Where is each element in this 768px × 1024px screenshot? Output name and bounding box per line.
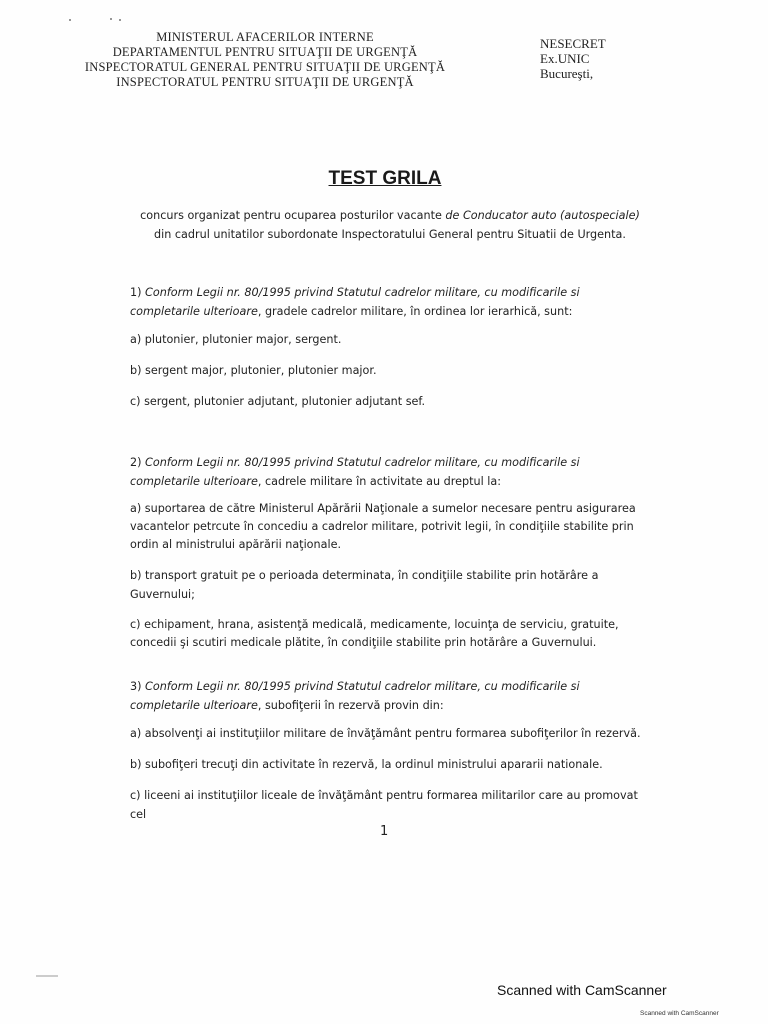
answer-option-c: c) sergent, plutonier adjutant, plutonier adjutant sef. bbox=[130, 395, 426, 408]
question-source: Conform Legii nr. 80/1995 privind Statutul cadrelor militare, cu modificarile si completarile ulterioare bbox=[130, 680, 580, 712]
question-text: , cadrele militare în activitate au dreptul la: bbox=[257, 475, 501, 488]
answer-option-c: c) echipament, hrana, asistenţă medicală, medicamente, locuinţa de serviciu, gratuite, concedii şi scutiri medicale plătite, în condiţiile stabilite prin hotărâre a Guvernului. bbox=[130, 618, 619, 649]
answer-option-a: a) plutonier, plutonier major, sergent. bbox=[130, 333, 342, 346]
classification-level: NESECRET bbox=[540, 36, 606, 51]
scan-speck bbox=[119, 19, 121, 21]
answer-option-a: a) suportarea de către Ministerul Apărării Naţionale a sumelor necesare pentru asigurarea vacantelor petrcute în concediu a cadrelor militare, potrivit legii, în condiţiile stabilite prin ordin al ministrului apărării naţionale. bbox=[130, 502, 636, 551]
question-1 bbox=[130, 283, 650, 423]
intro-text-2: din cadrul unitatilor subordonate Inspectoratului General pentru Situatii de Urgenta. bbox=[154, 228, 626, 241]
question-source: Conform Legii nr. 80/1995 privind Statutul cadrelor militare, cu modificarile si completarile ulterioare bbox=[130, 456, 580, 488]
intro-position: de Conducator auto (autospeciale) bbox=[445, 209, 640, 222]
question-stem bbox=[130, 677, 650, 715]
scan-speck bbox=[69, 19, 71, 21]
header-line-inspectorate: INSPECTORATUL PENTRU SITUAŢII DE URGENŢĂ bbox=[116, 75, 414, 89]
question-source: Conform Legii nr. 80/1995 privind Statutul cadrelor militare, cu modificarile si completarile ulterioare bbox=[130, 286, 580, 318]
question-stem bbox=[130, 283, 650, 321]
city: Bucureşti, bbox=[540, 66, 594, 81]
header-line-department: DEPARTAMENTUL PENTRU SITUAŢII DE URGENŢĂ bbox=[112, 45, 418, 59]
classification-block bbox=[540, 36, 606, 81]
question-number: 1) bbox=[130, 286, 146, 299]
intro-paragraph bbox=[130, 206, 650, 244]
answer-option-b: b) sergent major, plutonier, plutonier major. bbox=[130, 364, 377, 377]
copy-count: Ex.UNIC bbox=[540, 51, 590, 66]
scan-speck bbox=[110, 18, 112, 20]
question-3 bbox=[130, 677, 650, 836]
answer-option-b: b) transport gratuit pe o perioada determinata, în condiţiile stabilite prin hotărâre a Guvernului; bbox=[130, 569, 599, 601]
question-number: 3) bbox=[130, 680, 146, 693]
question-text: , gradele cadrelor militare, în ordinea lor ierarhică, sunt: bbox=[257, 305, 573, 318]
answer-option-b: b) subofiţeri trecuţi din activitate în rezervă, la ordinul ministrului apararii nationale. bbox=[130, 758, 603, 771]
answer-option-c: c) liceeni ai instituţiilor liceale de învăţământ pentru formarea militarilor care au promovat cel bbox=[130, 789, 638, 821]
question-stem bbox=[130, 453, 650, 491]
camscanner-watermark-small: Scanned with CamScanner bbox=[640, 1010, 719, 1017]
document-title: TEST GRILA bbox=[328, 168, 442, 189]
camscanner-watermark: Scanned with CamScanner bbox=[497, 982, 667, 998]
scan-mark bbox=[36, 975, 58, 977]
institution-header bbox=[80, 30, 450, 90]
page-number: 1 bbox=[380, 824, 389, 839]
question-number: 2) bbox=[130, 456, 146, 469]
header-line-ministry: MINISTERUL AFACERILOR INTERNE bbox=[156, 30, 374, 44]
intro-text-1: concurs organizat pentru ocuparea posturilor vacante bbox=[140, 209, 446, 222]
answer-option-a: a) absolvenţi ai instituţiilor militare de învăţământ pentru formarea subofiţerilor în rezervă. bbox=[130, 727, 641, 740]
question-text: , subofiţerii în rezervă provin din: bbox=[257, 699, 444, 712]
header-line-general-inspectorate: INSPECTORATUL GENERAL PENTRU SITUAŢII DE URGENŢĂ bbox=[84, 60, 446, 74]
question-2 bbox=[130, 453, 650, 664]
